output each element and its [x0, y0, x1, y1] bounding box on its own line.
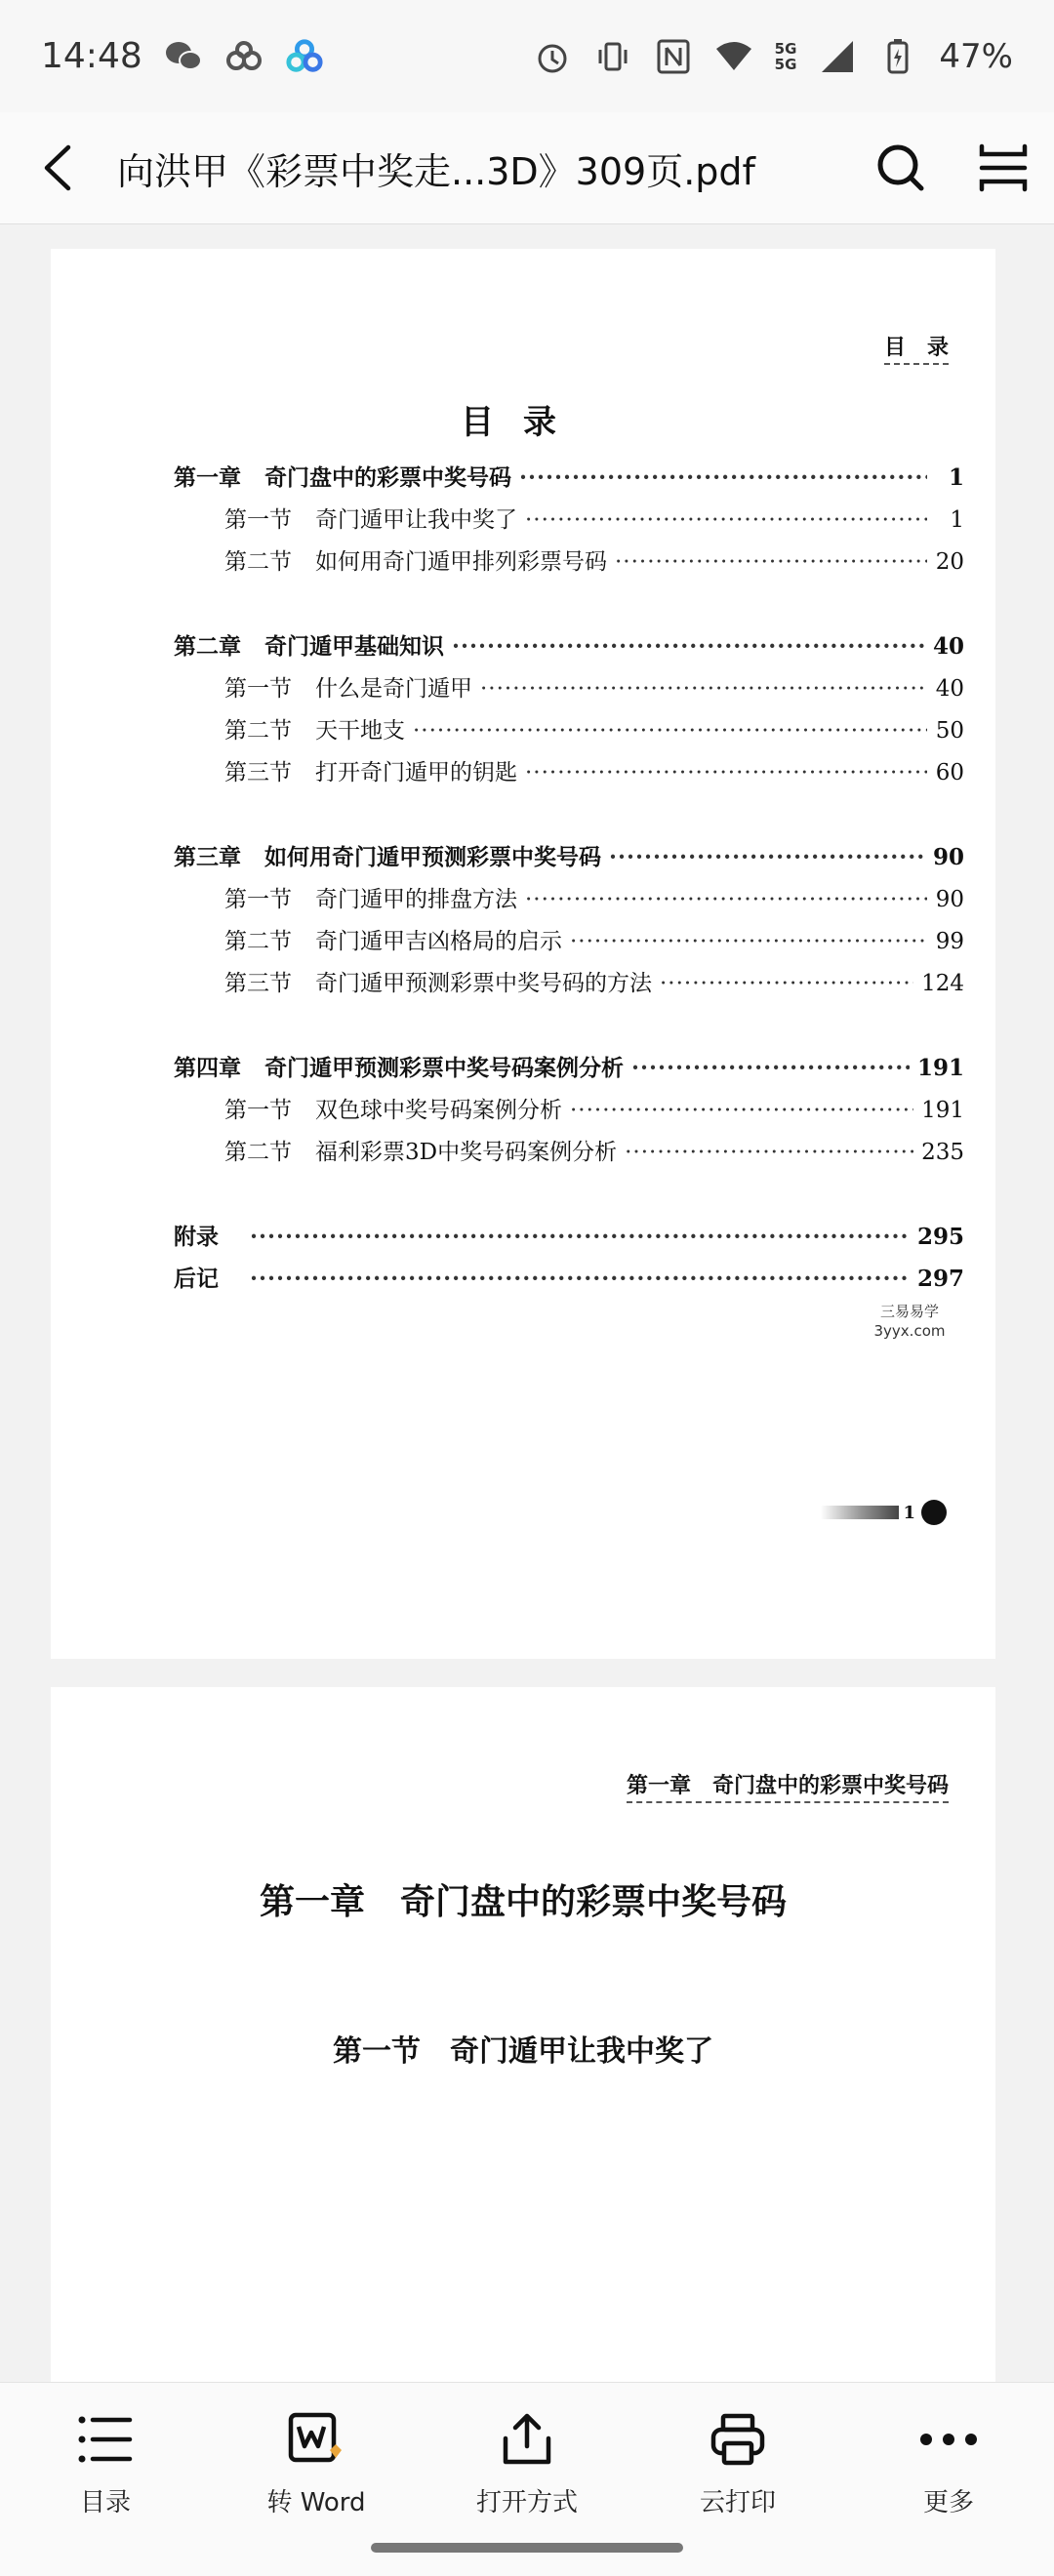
toc-entry[interactable]: 附录 ····· 295: [174, 1219, 964, 1251]
toc-entry[interactable]: 第二节 奇门遁甲吉凶格局的启示 ····· 99: [174, 923, 964, 955]
document-title: 向洪甲《彩票中奖走...3D》309页.pdf: [117, 149, 755, 193]
status-time: 14:48: [41, 36, 142, 76]
toc-entry[interactable]: 第三章 如何用奇门遁甲预测彩票中奖号码 ····· 90: [174, 839, 964, 871]
convert-word-button[interactable]: 转 Word: [219, 2408, 414, 2518]
page-number: 1: [821, 1500, 947, 1525]
app-bar: [0, 112, 1054, 224]
toc-entry[interactable]: 第四章 奇门遁甲预测彩票中奖号码案例分析 ····· 191: [174, 1050, 964, 1082]
battery-percent: 47%: [939, 36, 1013, 76]
site-watermark: 三易易学 3yyx.com: [851, 1296, 968, 1354]
leader-dots: [609, 844, 925, 870]
toc-entry[interactable]: 第一节 双色球中奖号码案例分析 ····· 191: [174, 1092, 964, 1124]
search-icon: [875, 142, 926, 193]
battery-icon: [878, 37, 917, 76]
leader-dots: [525, 760, 927, 785]
section-heading: 第一节 奇门遁甲让我中奖了: [333, 2034, 713, 2069]
toc-entry[interactable]: 第二节 福利彩票3D中奖号码案例分析 ····· 235: [174, 1134, 964, 1166]
pdf-viewer[interactable]: [0, 225, 1054, 2382]
page-layout-icon: [978, 142, 1029, 193]
leader-dots: [660, 971, 913, 996]
toc-entry[interactable]: 第二节 如何用奇门遁甲排列彩票号码 ····· 20: [174, 543, 964, 576]
leader-dots: [250, 1266, 910, 1292]
leader-dots: [413, 718, 927, 744]
status-bar: [0, 0, 1054, 112]
vibrate-icon: [593, 37, 632, 76]
pdf-page-2: [51, 1687, 995, 2382]
toc-entry[interactable]: 第三节 打开奇门遁甲的钥匙 ····· 60: [174, 754, 964, 786]
leader-dots: [525, 507, 927, 533]
more-icon: [917, 2408, 980, 2471]
toc-entry[interactable]: 第三节 奇门遁甲预测彩票中奖号码的方法 ····· 124: [174, 965, 964, 997]
toc-entry[interactable]: 第一节 什么是奇门遁甲 ····· 40: [174, 670, 964, 703]
pdf-page-1: [51, 249, 995, 1659]
leader-dots: [250, 1224, 910, 1250]
home-indicator[interactable]: [371, 2543, 683, 2553]
leader-dots: [519, 464, 927, 491]
list-icon: [74, 2408, 137, 2471]
printer-icon: [707, 2408, 769, 2471]
share-icon: [496, 2408, 558, 2471]
leader-dots: [525, 887, 927, 912]
wechat-icon: [164, 37, 203, 76]
toc-button[interactable]: 目录: [8, 2408, 203, 2518]
more-button[interactable]: 更多: [851, 2408, 1046, 2518]
toc-entry[interactable]: 第一节 奇门遁甲的排盘方法 ····· 90: [174, 881, 964, 913]
leader-dots: [480, 676, 927, 702]
toc-entry[interactable]: 第一节 奇门遁甲让我中奖了 ····· 1: [174, 502, 964, 534]
network-type-label: 5G 5G: [774, 39, 797, 73]
baidu-netdisk-icon: [285, 37, 324, 76]
cloud-print-button[interactable]: 云打印: [640, 2408, 835, 2518]
leader-dots: [452, 633, 925, 660]
leader-dots: [570, 1098, 913, 1123]
page-layout-button[interactable]: [952, 112, 1054, 224]
back-arrow-icon: [39, 143, 78, 192]
toc-entry[interactable]: 后记 ····· 297: [174, 1261, 964, 1293]
convert-word-icon: [285, 2408, 347, 2471]
leader-dots: [631, 1055, 910, 1081]
alarm-icon: [533, 37, 572, 76]
leader-dots: [625, 1140, 913, 1165]
signal-icon: [818, 37, 857, 76]
nfc-icon: [654, 37, 693, 76]
running-head: 目 录: [884, 331, 949, 365]
chapter-heading: 第一章 奇门盘中的彩票中奖号码: [259, 1881, 787, 1922]
page-number-decoration: [821, 1506, 899, 1519]
wifi-icon: [714, 37, 753, 76]
back-button[interactable]: [0, 112, 117, 224]
toc-entry[interactable]: 第二章 奇门遁甲基础知识 ····· 40: [174, 628, 964, 661]
toc-entry[interactable]: 第二节 天干地支 ····· 50: [174, 712, 964, 745]
leader-dots: [570, 929, 927, 954]
search-button[interactable]: [849, 112, 952, 224]
running-head: 第一章 奇门盘中的彩票中奖号码: [627, 1769, 949, 1803]
toc-title: 目录: [461, 403, 586, 442]
leader-dots: [615, 549, 927, 575]
open-with-button[interactable]: 打开方式: [429, 2408, 625, 2518]
cloud-app-icon: [224, 37, 264, 76]
toc-entry[interactable]: 第一章 奇门盘中的彩票中奖号码 ····· 1: [174, 460, 964, 492]
page-number-dot: [921, 1500, 947, 1525]
